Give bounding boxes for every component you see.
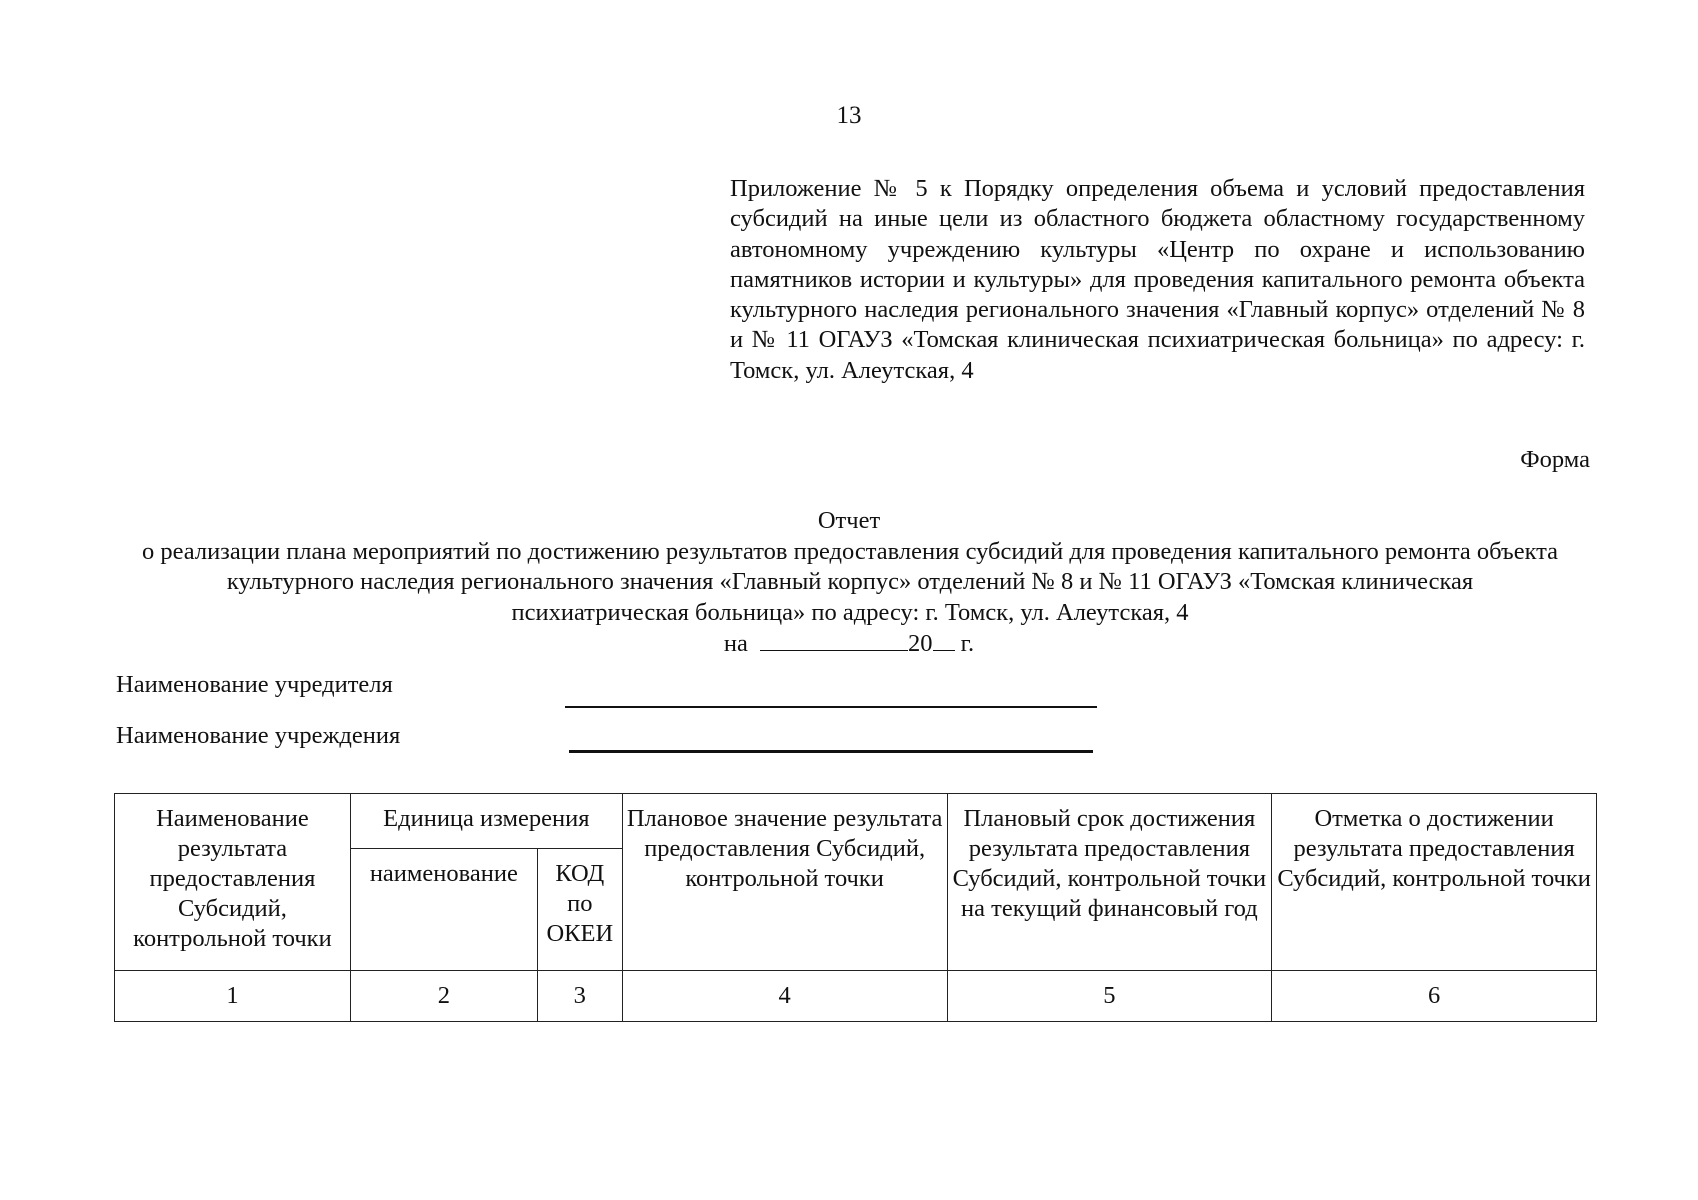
table-header-row [115,794,1597,849]
appendix-note: Приложение № 5 к Порядку определения объема и условий предоставления субсидий на иные цели из областного бюджета областному государственному автономному учреждению культуры «Центр по охране и использованию памятников истории и культуры» для проведения капитального ремонта объекта культурного наследия регионального значения «Главный корпус» отделений № 8 и № 11 ОГАУЗ «Томская клиническая психиатрическая больница» по адресу: г. Томск, ул. Алеутская, 4 [730,175,1585,384]
report-subtitle: о реализации плана мероприятий по достижению результатов предоставления субсидий для проведения капитального ремонта объекта культурного наследия регионального значения «Главный корпус» отделений № 8 и № 11 ОГАУЗ «Томская клиническая психиатрическая больница» по адресу: г. Томск, ул. Алеутская, 4 [141,538,1559,626]
institution-label: Наименование учреждения [116,722,401,749]
header-unit: Единица измерения [350,794,622,849]
header-result-name: Наименование результата предоставления Субсидий, контрольной точки [115,794,351,971]
form-label: Форма [1520,446,1590,473]
report-date-year: 20 [908,630,933,657]
column-number: 1 [115,971,351,1022]
column-number: 6 [1272,971,1597,1022]
column-number: 2 [350,971,537,1022]
header-achievement-mark: Отметка о достижении результата предоставления Субсидий, контрольной точки [1272,794,1597,971]
report-date-prefix: на [723,630,748,657]
header-planned-term: Плановый срок достижения результата предоставления Субсидий, контрольной точки на текущий финансовый год [947,794,1272,971]
column-number: 5 [947,971,1272,1022]
report-date-day-blank [760,628,908,651]
institution-input-line[interactable] [569,750,1093,753]
report-date-year-blank [933,628,955,651]
report-date [0,628,1698,658]
page-number: 13 [836,102,862,129]
table-row [115,971,1597,1022]
results-table [114,793,1597,1022]
header-planned-value: Плановое значение результата предоставления Субсидий, контрольной точки [622,794,947,971]
report-date-suffix: г. [960,630,975,657]
founder-input-line[interactable] [565,706,1097,708]
founder-label: Наименование учредителя [116,671,393,698]
column-number: 3 [537,971,622,1022]
column-number: 4 [622,971,947,1022]
report-title: Отчет [817,507,881,534]
header-unit-name: наименование [350,849,537,971]
header-unit-code: КОД по ОКЕИ [537,849,622,971]
